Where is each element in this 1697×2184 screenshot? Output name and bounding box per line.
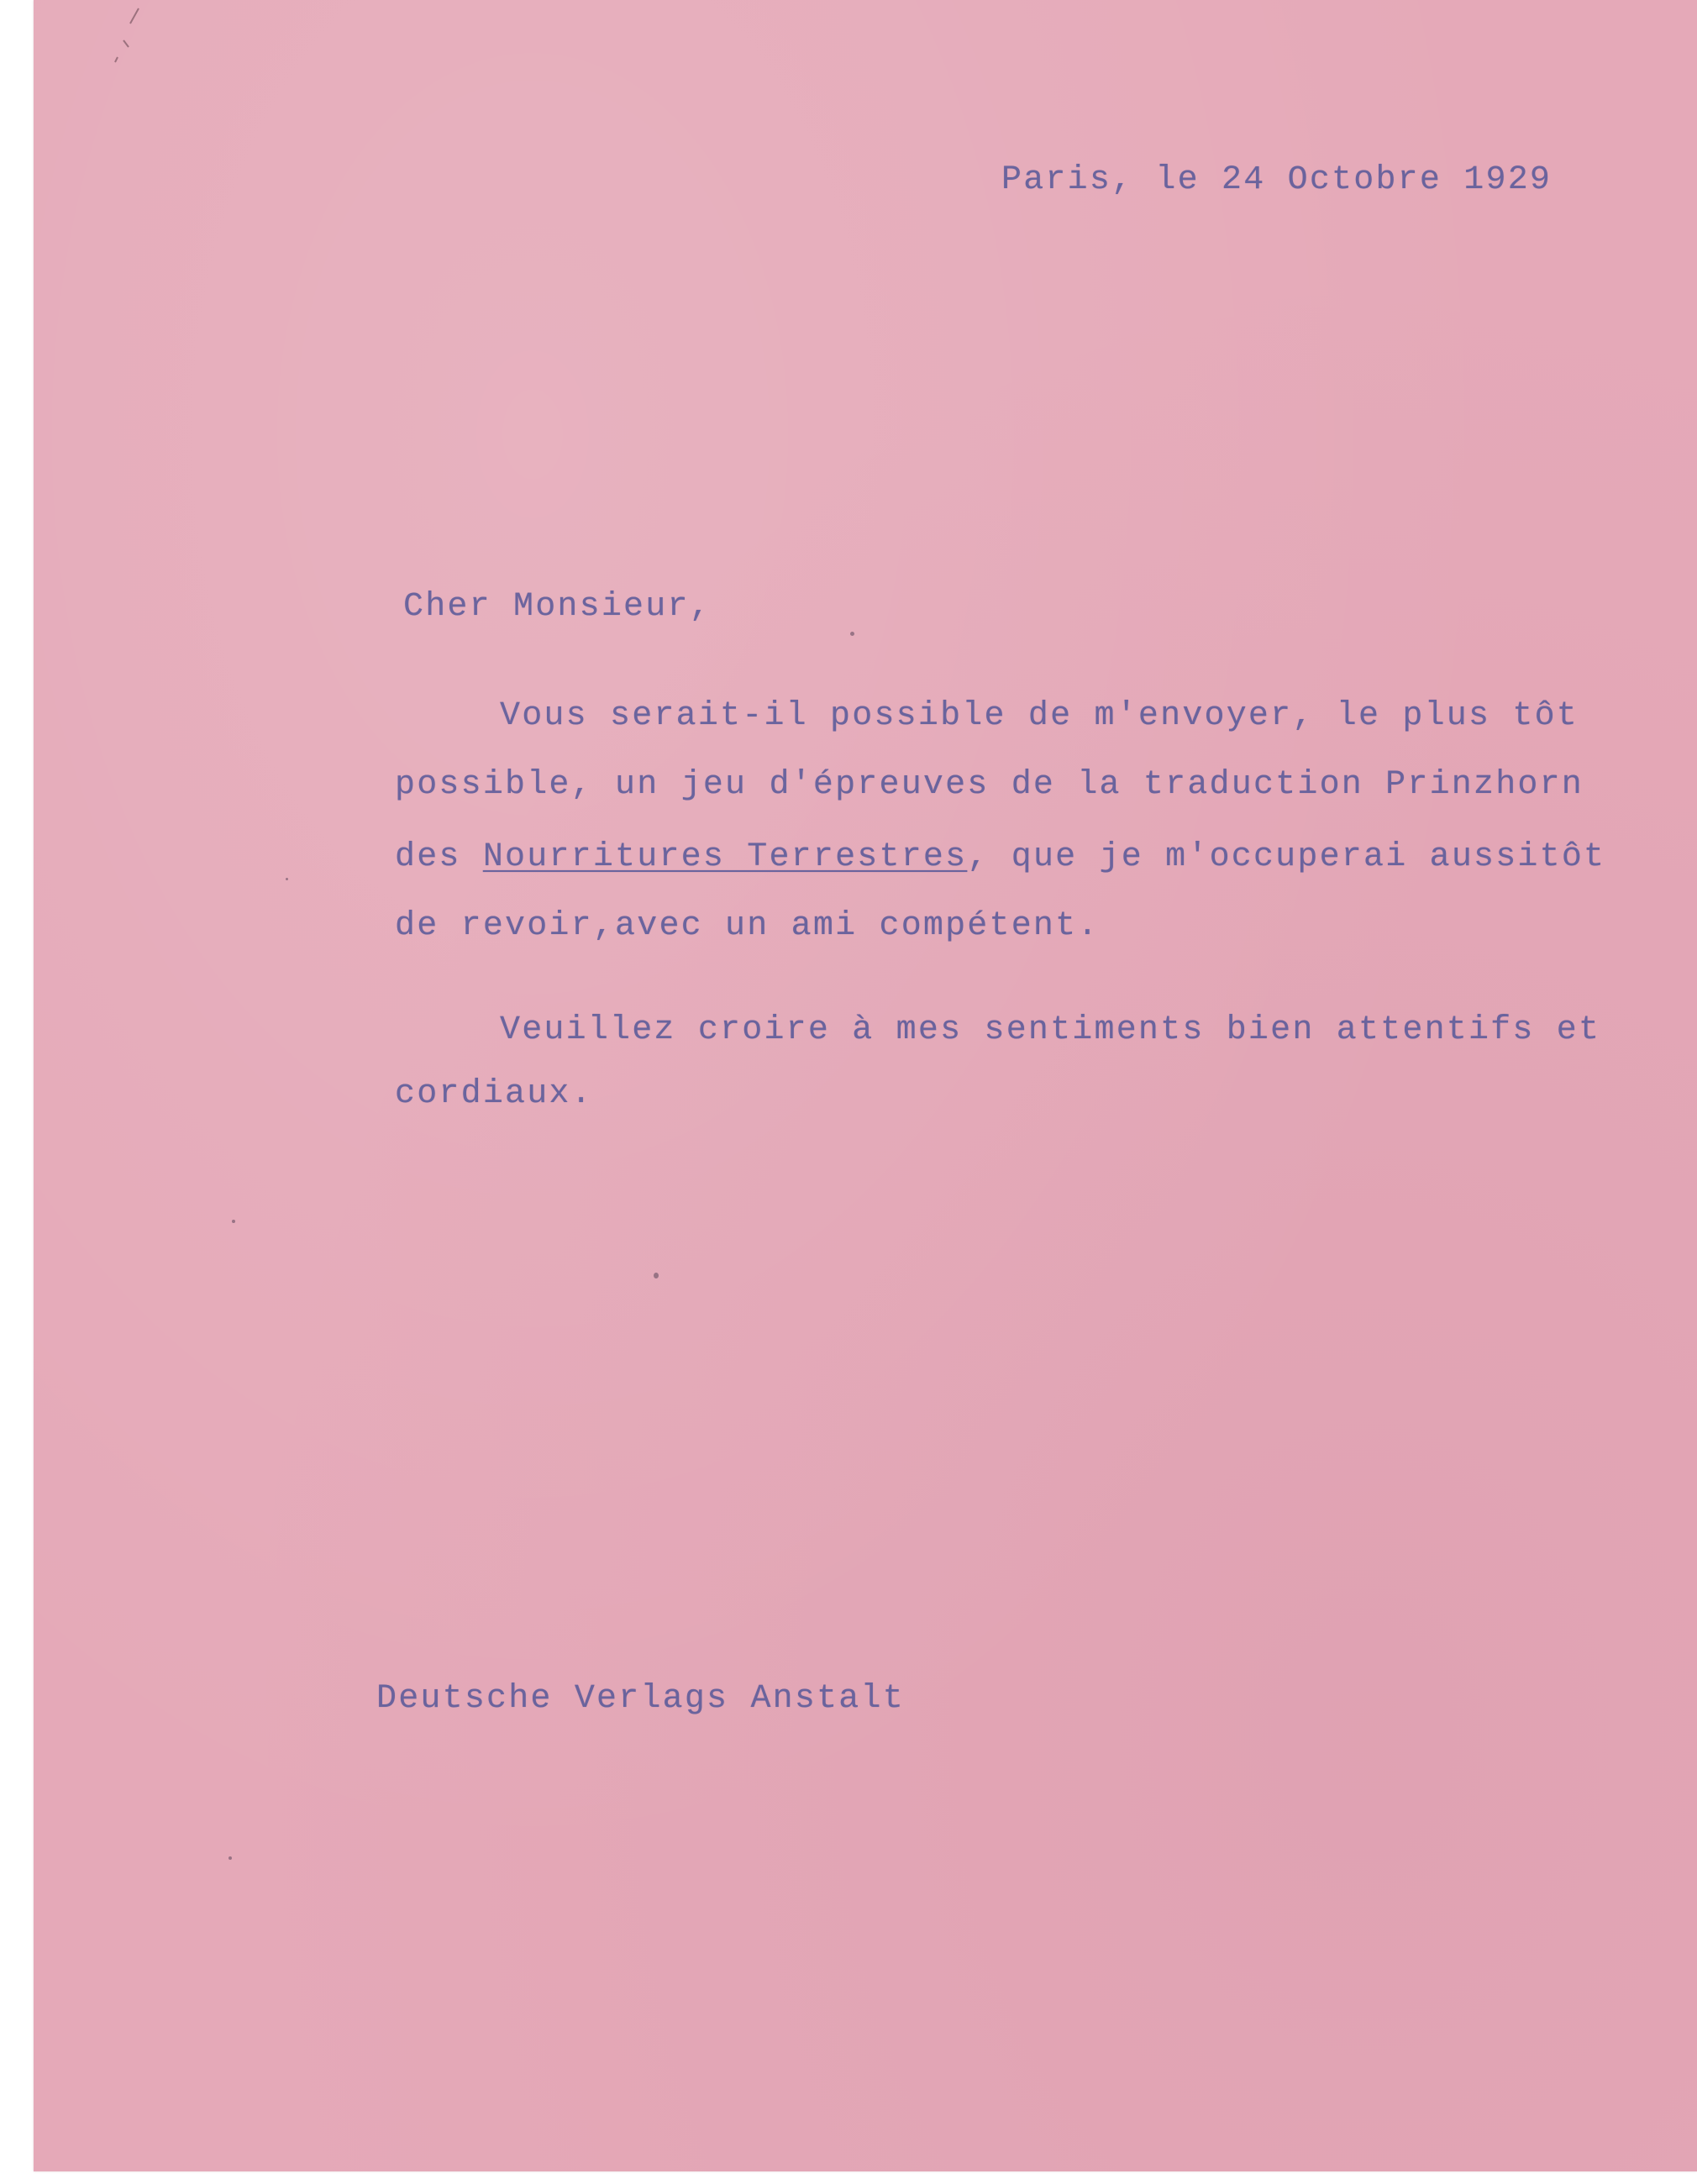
paragraph1-line2: possible, un jeu d'épreuves de la traduction Prinzhorn [395,766,1584,804]
paragraph1-line3-after: , que je m'occuperai aussitôt [967,838,1606,876]
book-title: Nourritures Terrestres [482,838,968,876]
letter-sheet [34,0,1697,2171]
paragraph1-line3 [395,838,1605,876]
corner-smudge [105,7,147,74]
letter-addressee: Deutsche Verlags Anstalt [376,1680,905,1718]
paper-speck [286,878,288,880]
paper-speck [229,1856,232,1860]
paper-speck [850,632,854,636]
letter-salutation: Cher Monsieur, [403,588,712,626]
paragraph1-line3-before: des [395,838,483,876]
paragraph1-line1: Vous serait-il possible de m'envoyer, le plus tôt [500,697,1579,735]
paragraph1-line4: de revoir,avec un ami compétent. [395,907,1100,945]
paragraph2-line2: cordiaux. [395,1075,593,1113]
letter-date: Paris, le 24 Octobre 1929 [1001,161,1553,199]
paper-speck [232,1220,235,1223]
paper-speck [654,1273,659,1278]
paragraph2-line1: Veuillez croire à mes sentiments bien attentifs et [500,1011,1601,1049]
